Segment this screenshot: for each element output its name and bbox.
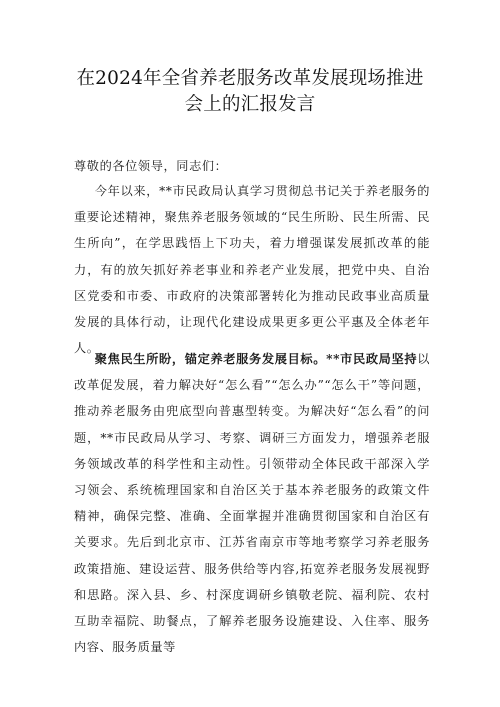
paragraph-section-1 <box>74 346 430 660</box>
document-title <box>40 66 460 118</box>
title-line-1: 在2024年全省养老服务改革发展现场推进 <box>76 68 424 89</box>
section-heading: 聚焦民生所盼，锚定养老服务发展目标。**市民政局坚持 <box>94 352 418 366</box>
title-line-2: 会上的汇报发言 <box>184 94 316 115</box>
salutation: 尊敬的各位领导，同志们： <box>74 159 228 173</box>
paragraph-intro: 今年以来，**市民政局认真学习贯彻总书记关于养老服务的重要论述精神，聚焦养老服务领域的“民生所盼、民生所需、民生所向”，在学思践悟上下功夫，着力增强谋发展抓改革的能力，有的放矢抓好养老事业和养老产业发展，把党中央、自治区党委和市委、市政府的决策部署转化为推动民政事业高质量发展的具体行动，让现代化建设成果更多更公平惠及全体老年人。 <box>74 184 430 356</box>
section-body: 以改革促发展，着力解决好“怎么看”“怎么办”“怎么干”等问题，推动养老服务由兜底型向普惠型转变。为解决好“怎么看”的问题，**市民政局从学习、考察、调研三方面发力，增强养老服务领域改革的科学性和主动性。引领带动全体民政干部深入学习领会、系统梳理国家和自治区关于基本养老服务的政策文件精神，确保完整、准确、全面掌握并准确贯彻国家和自治区有关要求。先后到北京市、江苏省南京市等地考察学习养老服务政策措施、建设运营、服务供给等内容,拓宽养老服务发展视野和思路。深入县、乡、村深度调研乡镇敬老院、福利院、农村互助幸福院、助餐点，了解养老服务设施建设、入住率、服务内容、服务质量等 <box>74 352 430 655</box>
